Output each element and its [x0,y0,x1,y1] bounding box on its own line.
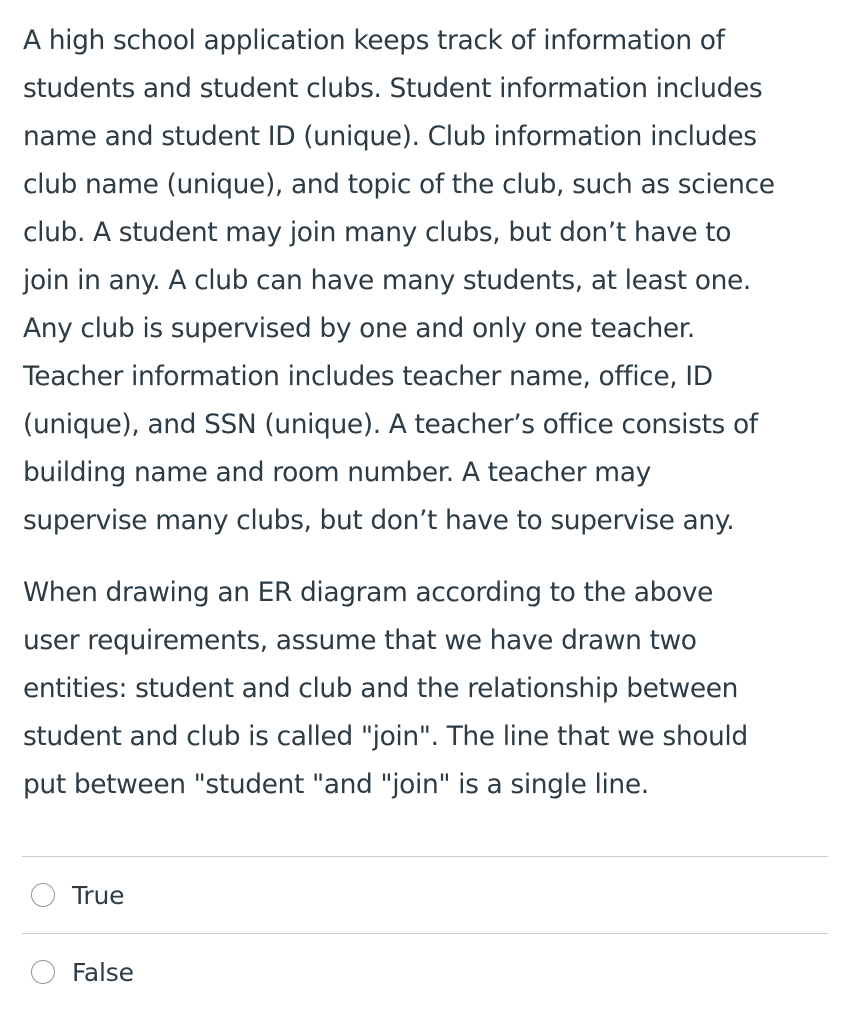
question-line: building name and room number. A teacher may [23,457,651,488]
question-paragraph-1 [23,17,838,545]
question-line: club name (unique), and topic of the club, such as science [23,169,775,200]
answer-label-false[interactable]: False [72,957,134,987]
answer-option-false[interactable] [22,933,828,1010]
question-line: students and student clubs. Student information includes [23,73,763,104]
radio-button-true[interactable] [31,883,55,907]
question-line: put between "student "and "join" is a single line. [23,769,649,800]
answer-options [22,856,828,1010]
question-line: supervise many clubs, but don’t have to supervise any. [23,505,735,536]
question-text [23,17,838,809]
question-line: student and club is called "join". The line that we should [23,721,748,752]
question-paragraph-2 [23,569,838,809]
answer-option-true[interactable] [22,856,828,933]
question-line: When drawing an ER diagram according to the above [23,577,714,608]
question-line: entities: student and club and the relationship between [23,673,739,704]
question-line: club. A student may join many clubs, but don’t have to [23,217,732,248]
question-line: (unique), and SSN (unique). A teacher’s office consists of [23,409,758,440]
radio-button-false[interactable] [31,960,55,984]
question-line: A high school application keeps track of information of [23,25,725,56]
question-line: Teacher information includes teacher name, office, ID [23,361,713,392]
question-line: user requirements, assume that we have drawn two [23,625,697,656]
answer-label-true[interactable]: True [72,880,125,910]
question-line: Any club is supervised by one and only one teacher. [23,313,695,344]
question-line: join in any. A club can have many students, at least one. [23,265,751,296]
question-line: name and student ID (unique). Club information includes [23,121,757,152]
